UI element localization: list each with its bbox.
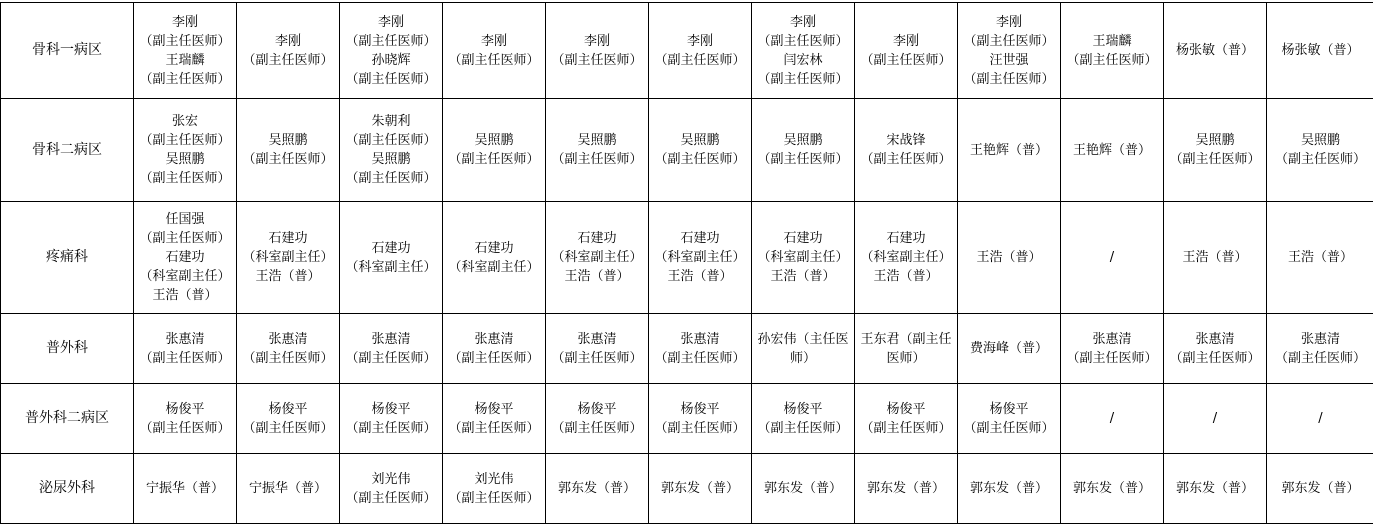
schedule-cell: 李刚 （副主任医师）: [443, 3, 546, 99]
schedule-cell: 郭东发（普）: [1061, 454, 1164, 524]
schedule-cell: 王艳辉（普）: [958, 99, 1061, 202]
schedule-cell: 王浩（普）: [958, 202, 1061, 314]
schedule-cell: 杨俊平 （副主任医师）: [855, 384, 958, 454]
schedule-cell: 杨俊平 （副主任医师）: [649, 384, 752, 454]
schedule-cell: 杨俊平 （副主任医师）: [134, 384, 237, 454]
schedule-cell: 刘光伟 （副主任医师）: [340, 454, 443, 524]
table-row: [1, 3, 1373, 99]
schedule-cell: 朱朝利 （副主任医师） 吴照鹏 （副主任医师）: [340, 99, 443, 202]
schedule-cell: 郭东发（普）: [958, 454, 1061, 524]
table-row: [1, 99, 1373, 202]
schedule-cell: 李刚 （副主任医师）: [649, 3, 752, 99]
schedule-cell: 张惠清 （副主任医师）: [340, 314, 443, 384]
schedule-cell: 王瑞麟 （副主任医师）: [1061, 3, 1164, 99]
schedule-cell: /: [1267, 384, 1373, 454]
schedule-cell: 张惠清 （副主任医师）: [1164, 314, 1267, 384]
schedule-cell: 张惠清 （副主任医师）: [649, 314, 752, 384]
schedule-cell: 杨俊平 （副主任医师）: [546, 384, 649, 454]
department-cell: 普外科: [1, 314, 134, 384]
schedule-cell: 王东君（副主任 医师）: [855, 314, 958, 384]
schedule-cell: 石建功 （科室副主任） 王浩（普）: [649, 202, 752, 314]
schedule-cell: 宋战锋 （副主任医师）: [855, 99, 958, 202]
schedule-cell: 杨张敏（普）: [1267, 3, 1373, 99]
schedule-cell: 杨俊平 （副主任医师）: [752, 384, 855, 454]
table-row: [1, 454, 1373, 524]
schedule-cell: 杨俊平 （副主任医师）: [958, 384, 1061, 454]
schedule-cell: 郭东发（普）: [752, 454, 855, 524]
schedule-cell: 吴照鹏 （副主任医师）: [649, 99, 752, 202]
schedule-cell: /: [1164, 384, 1267, 454]
schedule-cell: 王艳辉（普）: [1061, 99, 1164, 202]
department-cell: 骨科二病区: [1, 99, 134, 202]
schedule-cell: 费海峰（普）: [958, 314, 1061, 384]
schedule-cell: 张惠清 （副主任医师）: [237, 314, 340, 384]
schedule-cell: /: [1061, 202, 1164, 314]
schedule-cell: 郭东发（普）: [1164, 454, 1267, 524]
schedule-cell: 任国强 （副主任医师） 石建功 （科室副主任） 王浩（普）: [134, 202, 237, 314]
duty-schedule-table: [0, 2, 1373, 524]
schedule-cell: 王浩（普）: [1164, 202, 1267, 314]
schedule-cell: 张惠清 （副主任医师）: [546, 314, 649, 384]
schedule-cell: 郭东发（普）: [546, 454, 649, 524]
schedule-cell: 孙宏伟（主任医 师）: [752, 314, 855, 384]
department-cell: 疼痛科: [1, 202, 134, 314]
schedule-cell: 石建功 （科室副主任） 王浩（普）: [855, 202, 958, 314]
schedule-cell: 李刚 （副主任医师）: [546, 3, 649, 99]
schedule-cell: 李刚 （副主任医师） 王瑞麟 （副主任医师）: [134, 3, 237, 99]
schedule-cell: 张宏 （副主任医师） 吴照鹏 （副主任医师）: [134, 99, 237, 202]
schedule-cell: 李刚 （副主任医师）: [237, 3, 340, 99]
schedule-cell: 王浩（普）: [1267, 202, 1373, 314]
schedule-cell: 石建功 （科室副主任）: [443, 202, 546, 314]
schedule-cell: 石建功 （科室副主任） 王浩（普）: [752, 202, 855, 314]
department-cell: 骨科一病区: [1, 3, 134, 99]
schedule-cell: 杨张敏（普）: [1164, 3, 1267, 99]
schedule-cell: 郭东发（普）: [649, 454, 752, 524]
schedule-cell: 杨俊平 （副主任医师）: [340, 384, 443, 454]
schedule-cell: 石建功 （科室副主任） 王浩（普）: [546, 202, 649, 314]
schedule-cell: 刘光伟 （副主任医师）: [443, 454, 546, 524]
schedule-cell: 李刚 （副主任医师） 汪世强 （副主任医师）: [958, 3, 1061, 99]
schedule-cell: 郭东发（普）: [855, 454, 958, 524]
department-cell: 普外科二病区: [1, 384, 134, 454]
schedule-cell: 吴照鹏 （副主任医师）: [546, 99, 649, 202]
schedule-cell: 杨俊平 （副主任医师）: [237, 384, 340, 454]
schedule-cell: 张惠清 （副主任医师）: [1061, 314, 1164, 384]
schedule-cell: 吴照鹏 （副主任医师）: [1164, 99, 1267, 202]
schedule-cell: 张惠清 （副主任医师）: [134, 314, 237, 384]
schedule-cell: 宁振华（普）: [134, 454, 237, 524]
schedule-cell: 李刚 （副主任医师）: [855, 3, 958, 99]
schedule-cell: 张惠清 （副主任医师）: [443, 314, 546, 384]
schedule-cell: 李刚 （副主任医师） 闫宏林 （副主任医师）: [752, 3, 855, 99]
schedule-cell: 石建功 （科室副主任）: [340, 202, 443, 314]
schedule-cell: 李刚 （副主任医师） 孙晓辉 （副主任医师）: [340, 3, 443, 99]
table-row: [1, 384, 1373, 454]
schedule-cell: 吴照鹏 （副主任医师）: [237, 99, 340, 202]
table-row: [1, 314, 1373, 384]
schedule-cell: /: [1061, 384, 1164, 454]
table-row: [1, 202, 1373, 314]
schedule-cell: 宁振华（普）: [237, 454, 340, 524]
schedule-cell: 吴照鹏 （副主任医师）: [443, 99, 546, 202]
schedule-cell: 张惠清 （副主任医师）: [1267, 314, 1373, 384]
schedule-cell: 吴照鹏 （副主任医师）: [1267, 99, 1373, 202]
schedule-cell: 杨俊平 （副主任医师）: [443, 384, 546, 454]
schedule-cell: 吴照鹏 （副主任医师）: [752, 99, 855, 202]
schedule-cell: 郭东发（普）: [1267, 454, 1373, 524]
department-cell: 泌尿外科: [1, 454, 134, 524]
schedule-cell: 石建功 （科室副主任） 王浩（普）: [237, 202, 340, 314]
